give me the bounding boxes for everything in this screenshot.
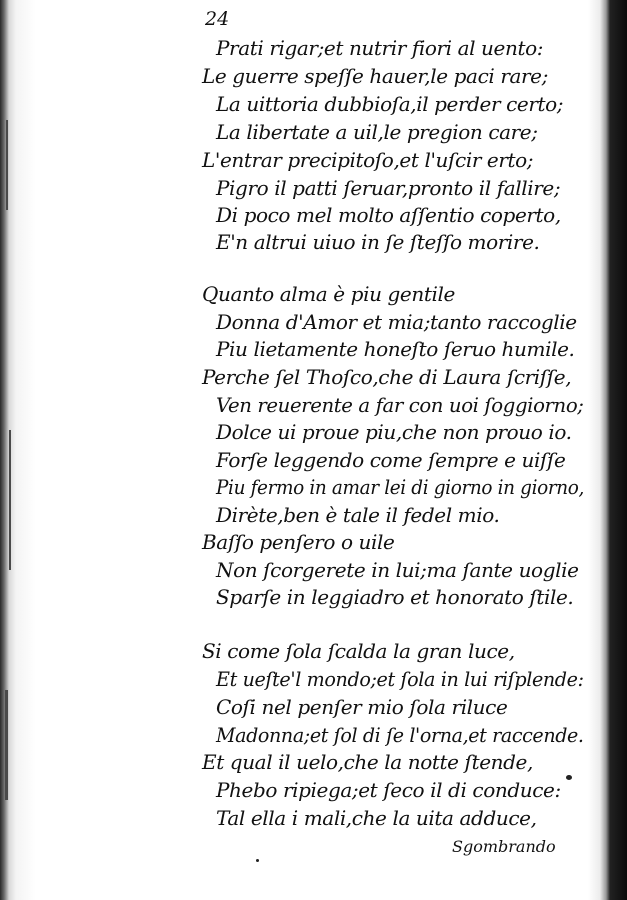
verse-line: L'entrar precipitoſo,et l'uſcir erto; <box>202 148 534 172</box>
verse-line: Forſe leggendo come ſempre e uiſſe <box>216 448 566 472</box>
verse-line: E'n altrui uiuo in ſe ſteſſo morire. <box>216 230 540 254</box>
verse-line: Donna d'Amor et mia;tanto raccoglie <box>216 310 577 334</box>
page-right-edge-shadow <box>588 0 627 900</box>
verse-line: Baſſo penſero o uile <box>202 530 395 554</box>
verse-line: Prati rigar;et nutrir fiori al uento: <box>216 36 544 60</box>
verse-line: Piu fermo in amar lei di giorno in giorno, <box>216 475 585 499</box>
left-edge-streak <box>6 120 8 210</box>
verse-line: Dolce ui proue piu,che non prouo io. <box>216 420 572 444</box>
verse-line: La libertate a uil,le pregion care; <box>216 120 538 144</box>
left-edge-streak <box>9 430 11 570</box>
verse-line: Madonna;et ſol di ſe l'orna,et raccende. <box>216 723 584 747</box>
verse-line: Di poco mel molto aſſentio coperto, <box>216 203 561 227</box>
verse-line: Ven reuerente a far con uoi ſoggiorno; <box>216 393 584 417</box>
verse-line: Le guerre speſſe hauer,le paci rare; <box>202 64 548 88</box>
verse-line: Et ueſte'l mondo;et ſola in lui riſplende: <box>216 667 584 691</box>
page-number: 24 <box>205 8 230 30</box>
verse-line: Quanto alma è piu gentile <box>202 282 455 306</box>
verse-line: Tal ella i mali,che la uita adduce, <box>216 806 537 830</box>
verse-line: Piu lietamente honeſto ſeruo humile. <box>216 337 575 361</box>
verse-line: Sparſe in leggiadro et honorato ſtile. <box>216 585 574 609</box>
verse-line: Pigro il patti ſeruar,pronto il fallire; <box>216 176 561 200</box>
verse-line: Dirète,ben è tale il fedel mio. <box>216 503 500 527</box>
catchword: Sgombrando <box>452 837 556 856</box>
verse-line: Et qual il uelo,che la notte ſtende, <box>202 750 533 774</box>
left-edge-streak <box>5 690 8 800</box>
verse-line: Coſi nel penſer mio ſola riluce <box>216 695 508 719</box>
verse-line: Phebo ripiega;et ſeco il di conduce: <box>216 778 561 802</box>
verse-line: Si come ſola ſcalda la gran luce, <box>202 639 515 663</box>
verse-line: Non ſcorgerete in lui;ma ſante uoglie <box>216 558 579 582</box>
verse-line: La uittoria dubbioſa,il perder certo; <box>216 92 564 116</box>
ink-speck <box>566 775 572 780</box>
verse-line: Perche ſel Thoſco,che di Laura ſcriſſe, <box>202 365 572 389</box>
ink-speck <box>256 859 259 862</box>
